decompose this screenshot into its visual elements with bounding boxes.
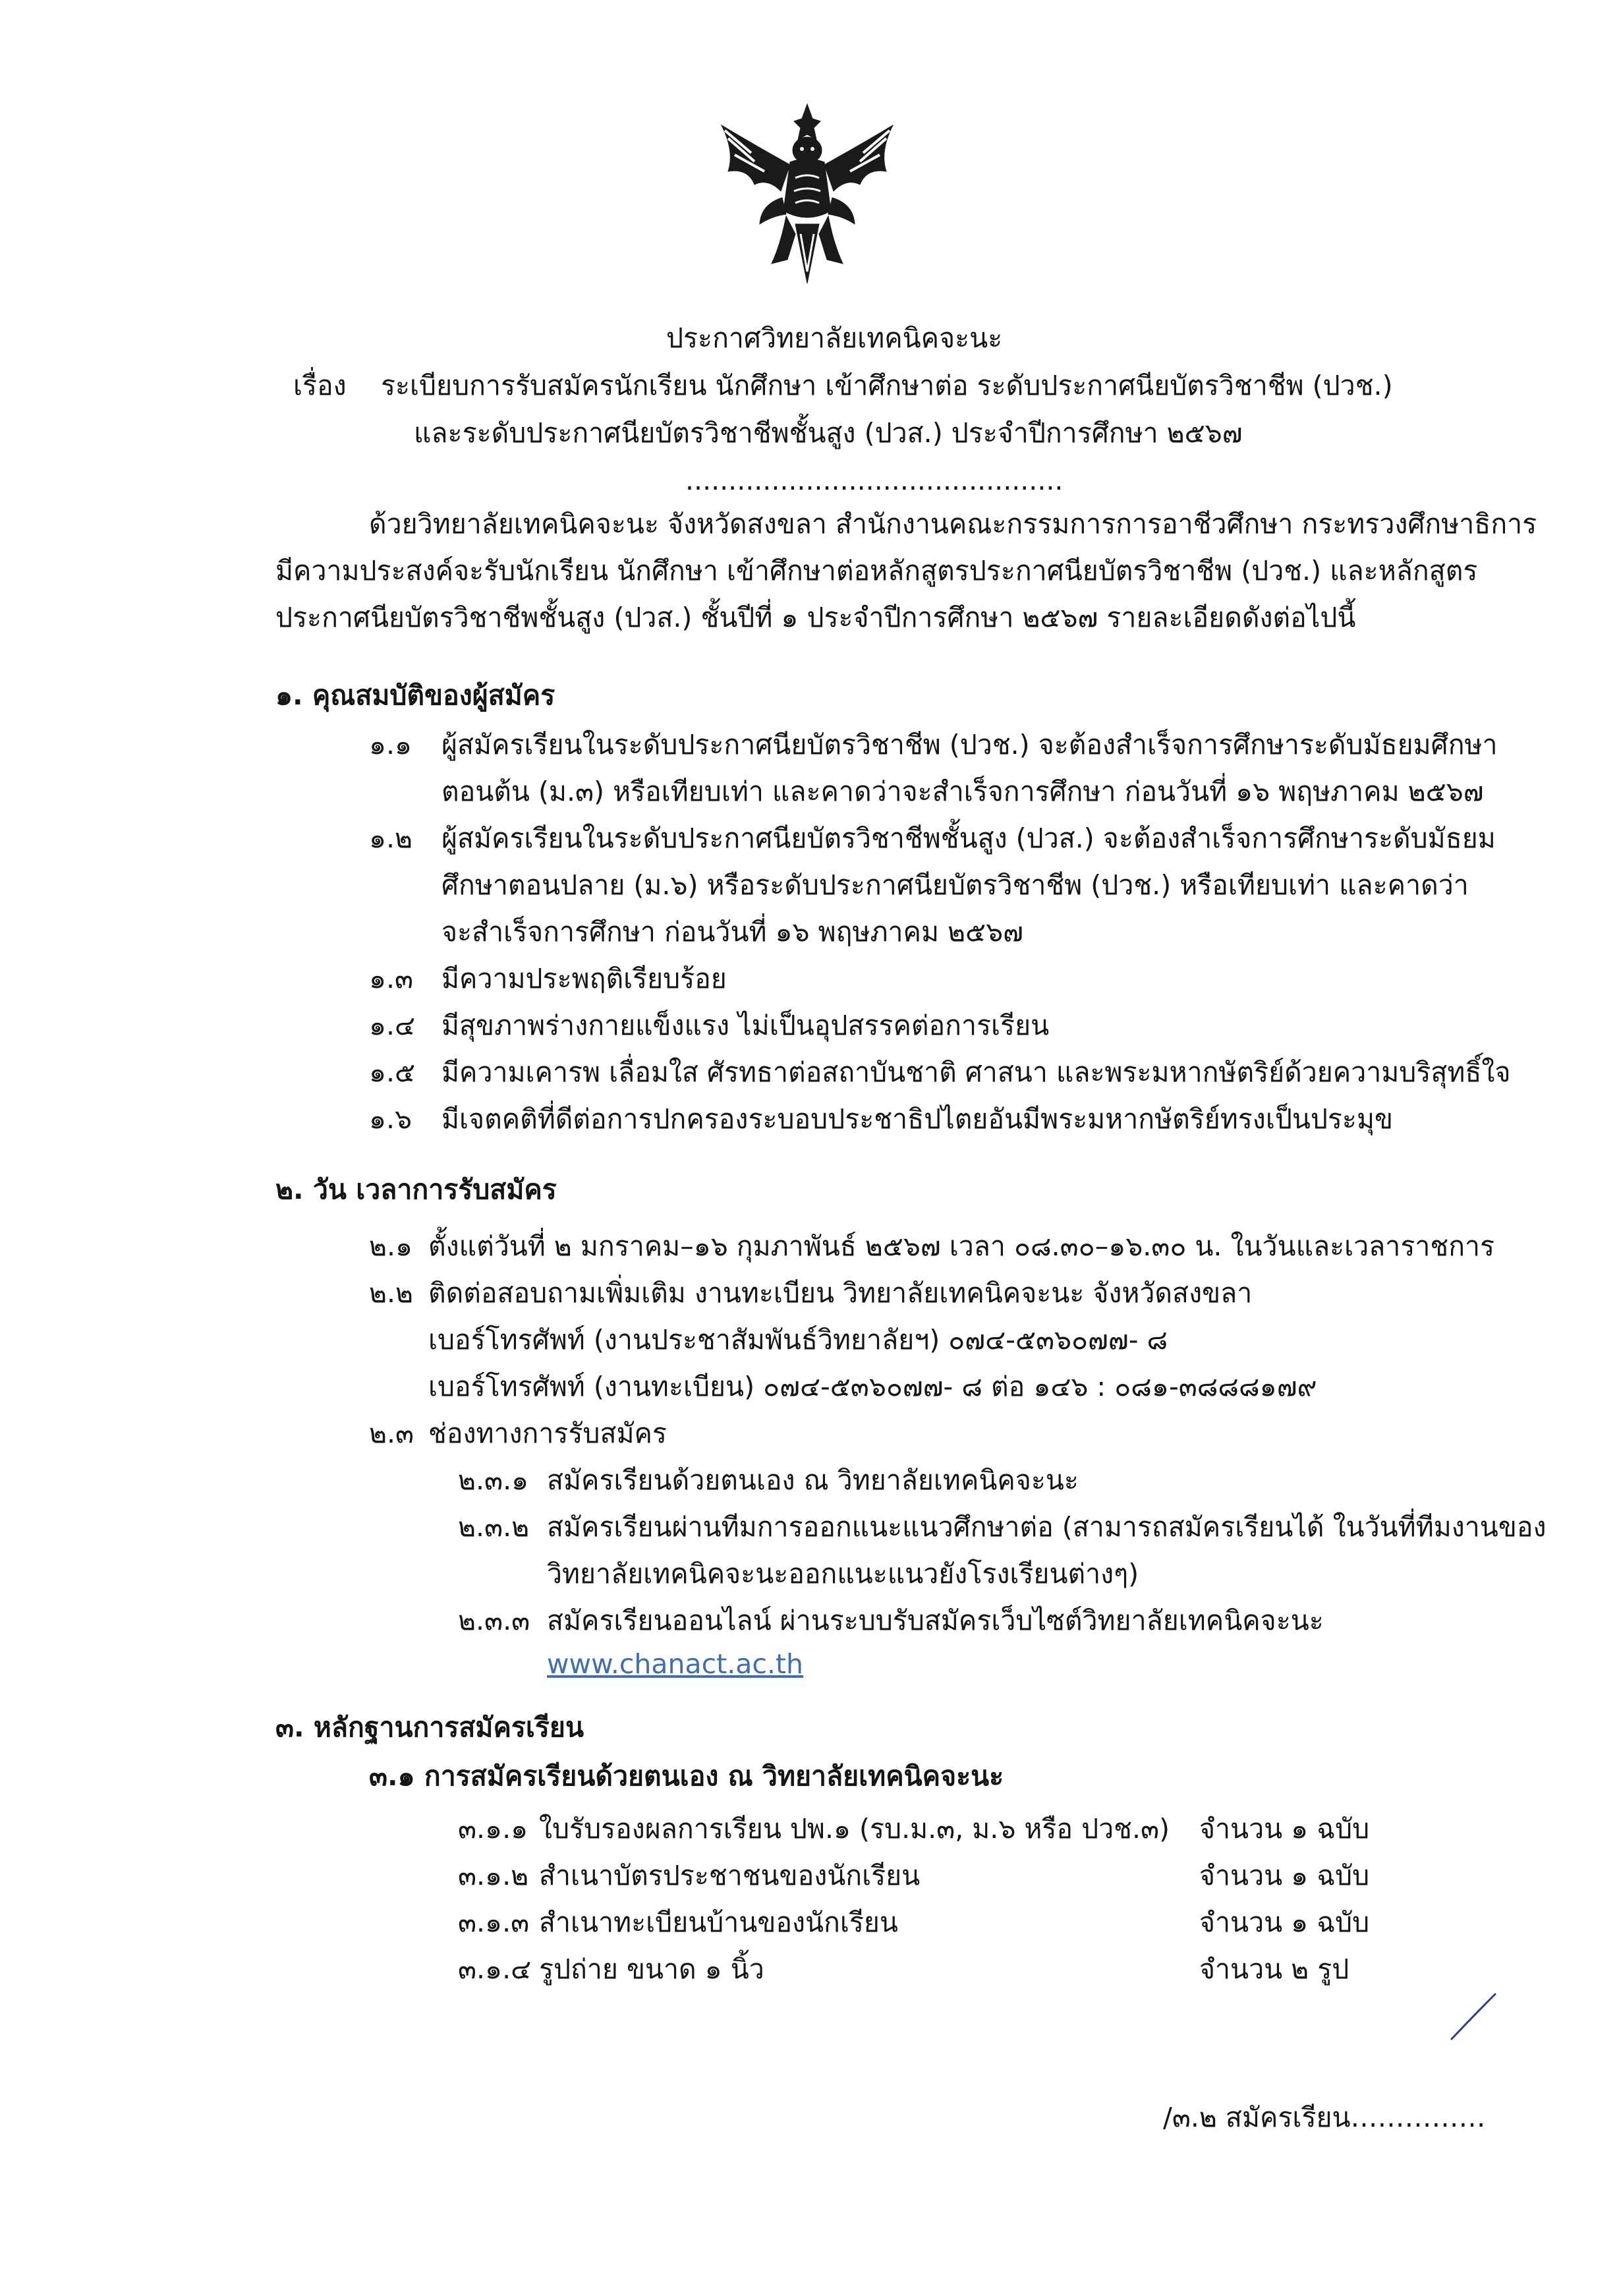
- list-item-continuation: ตอนต้น (ม.๓) หรือเทียบเท่า และคาดว่าจะสำเร็จการศึกษา ก่อนวันที่ ๑๖ พฤษภาคม ๒๕๖๗: [441, 776, 1484, 807]
- item-number: ๑.๖: [369, 1103, 412, 1135]
- intro-line-2: มีความประสงค์จะรับนักเรียน นักศึกษา เข้าศึกษาต่อหลักสูตรประกาศนียบัตรวิชาชีพ (ปวช.) และหลักสูตร: [275, 555, 1478, 587]
- section-1-heading: ๑. คุณสมบัติของผู้สมัคร: [275, 679, 555, 711]
- item-number: ๒.๓: [369, 1418, 414, 1449]
- list-item: มีสุขภาพร่างกายแข็งแรง ไม่เป็นอุปสรรคต่อการเรียน: [441, 1010, 1050, 1041]
- sub-item-number: ๓.๑.๒: [458, 1860, 529, 1891]
- item-number: ๑.๔: [369, 1010, 416, 1041]
- document-item: ใบรับรองผลการเรียน ปพ.๑ (รบ.ม.๓, ม.๖ หรือ ปวช.๓): [539, 1813, 1170, 1845]
- sub-item-number: ๓.๑.๓: [458, 1907, 530, 1938]
- pen-stroke-mark: [1446, 1990, 1499, 2043]
- phone-registration-line: เบอร์โทรศัพท์ (งานทะเบียน) ๐๗๔-๕๓๖๐๗๗- ๘ ต่อ ๑๔๖ : ๐๘๑-๓๘๘๘๑๗๙: [428, 1371, 1317, 1402]
- document-quantity: จำนวน ๑ ฉบับ: [1199, 1860, 1370, 1891]
- subject-prefix: เรื่อง: [293, 370, 347, 401]
- list-item: ผู้สมัครเรียนในระดับประกาศนียบัตรวิชาชีพ (ปวช.) จะต้องสำเร็จการศึกษาระดับมัธยมศึกษา: [441, 729, 1498, 761]
- item-number: ๑.๕: [369, 1056, 416, 1088]
- sub-item-number: ๒.๓.๓: [458, 1605, 530, 1636]
- list-item: ผู้สมัครเรียนในระดับประกาศนียบัตรวิชาชีพชั้นสูง (ปวส.) จะต้องสำเร็จการศึกษาระดับมัธยม: [441, 822, 1496, 854]
- intro-line-3: ประกาศนียบัตรวิชาชีพชั้นสูง (ปวส.) ชั้นปีที่ ๑ ประจำปีการศึกษา ๒๕๖๗ รายละเอียดดังต่อไปนี้: [275, 602, 1356, 633]
- document-item: สำเนาบัตรประชาชนของนักเรียน: [539, 1860, 921, 1891]
- garuda-emblem-icon: [708, 99, 906, 287]
- list-item-continuation: ศึกษาตอนปลาย (ม.๖) หรือระดับประกาศนียบัตรวิชาชีพ (ปวช.) หรือเทียบเท่า และคาดว่า: [441, 869, 1469, 901]
- header-separator: ............................................: [685, 465, 1064, 496]
- subject-line-1: ระเบียบการรับสมัครนักเรียน นักศึกษา เข้าศึกษาต่อ ระดับประกาศนียบัตรวิชาชีพ (ปวช.): [381, 370, 1393, 401]
- website-link[interactable]: www.chanact.ac.th: [547, 1648, 804, 1680]
- list-item: มีความประพฤติเรียบร้อย: [441, 963, 727, 994]
- section-3-1-heading: ๓.๑ การสมัครเรียนด้วยตนเอง ณ วิทยาลัยเทคนิคจะนะ: [369, 1760, 1004, 1792]
- item-number: ๑.๑: [369, 729, 412, 761]
- item-number: ๑.๒: [369, 822, 413, 854]
- sub-item-number: ๒.๓.๑: [458, 1464, 529, 1496]
- section-2-heading: ๒. วัน เวลาการรับสมัคร: [275, 1174, 557, 1205]
- item-number: ๒.๒: [369, 1277, 414, 1309]
- list-item: ตั้งแต่วันที่ ๒ มกราคม–๑๖ กุมภาพันธ์ ๒๕๖๗ เวลา ๐๘.๓๐–๑๖.๓๐ น. ในวันและเวลาราชการ: [428, 1230, 1495, 1262]
- sub-item-number: ๓.๑.๔: [458, 1953, 532, 1985]
- sub-item: สมัครเรียนด้วยตนเอง ณ วิทยาลัยเทคนิคจะนะ: [547, 1464, 1079, 1496]
- document-item: สำเนาทะเบียนบ้านของนักเรียน: [539, 1907, 898, 1938]
- section-3-heading: ๓. หลักฐานการสมัครเรียน: [275, 1711, 584, 1743]
- document-item: รูปถ่าย ขนาด ๑ นิ้ว: [539, 1953, 764, 1985]
- subject-line-2: และระดับประกาศนียบัตรวิชาชีพชั้นสูง (ปวส.) ประจำปีการศึกษา ๒๕๖๗: [414, 417, 1243, 449]
- sub-item: สมัครเรียนผ่านทีมการออกแนะแนวศึกษาต่อ (สามารถสมัครเรียนได้ ในวันที่ทีมงานของ: [547, 1511, 1547, 1543]
- sub-item-continuation: วิทยาลัยเทคนิคจะนะออกแนะแนวยังโรงเรียนต่างๆ): [547, 1558, 1139, 1590]
- sub-item-number: ๒.๓.๒: [458, 1511, 530, 1543]
- document-quantity: จำนวน ๒ รูป: [1199, 1953, 1349, 1985]
- list-item: มีความเคารพ เลื่อมใส ศัรทธาต่อสถาบันชาติ ศาสนา และพระมหากษัตริย์ด้วยความบริสุทธิ์ใจ: [441, 1056, 1511, 1088]
- item-number: ๑.๓: [369, 963, 414, 994]
- sub-item: สมัครเรียนออนไลน์ ผ่านระบบรับสมัครเว็บไซต์วิทยาลัยเทคนิคจะนะ: [547, 1605, 1324, 1636]
- item-number: ๒.๑: [369, 1230, 413, 1262]
- sub-item-number: ๓.๑.๑: [458, 1813, 528, 1845]
- list-item: มีเจตคติที่ดีต่อการปกครองระบอบประชาธิปไตยอันมีพระมหากษัตริย์ทรงเป็นประมุข: [441, 1103, 1394, 1135]
- document-quantity: จำนวน ๑ ฉบับ: [1199, 1907, 1370, 1938]
- announcement-title: ประกาศวิทยาลัยเทคนิคจะนะ: [666, 322, 1003, 354]
- intro-line-1: ด้วยวิทยาลัยเทคนิคจะนะ จังหวัดสงขลา สำนักงานคณะกรรมการการอาชีวศึกษา กระทรวงศึกษาธิการ: [369, 508, 1537, 540]
- continuation-note: /๓.๒ สมัครเรียน……………: [1163, 2102, 1486, 2133]
- phone-pr-line: เบอร์โทรศัพท์ (งานประชาสัมพันธ์วิทยาลัยฯ) ๐๗๔-๕๓๖๐๗๗- ๘: [428, 1324, 1168, 1356]
- list-item: ติดต่อสอบถามเพิ่มเติม งานทะเบียน วิทยาลัยเทคนิคจะนะ จังหวัดสงขลา: [428, 1277, 1253, 1309]
- list-item: ช่องทางการรับสมัคร: [428, 1418, 667, 1449]
- list-item-continuation: จะสำเร็จการศึกษา ก่อนวันที่ ๑๖ พฤษภาคม ๒๕๖๗: [441, 916, 1023, 948]
- document-quantity: จำนวน ๑ ฉบับ: [1199, 1813, 1370, 1845]
